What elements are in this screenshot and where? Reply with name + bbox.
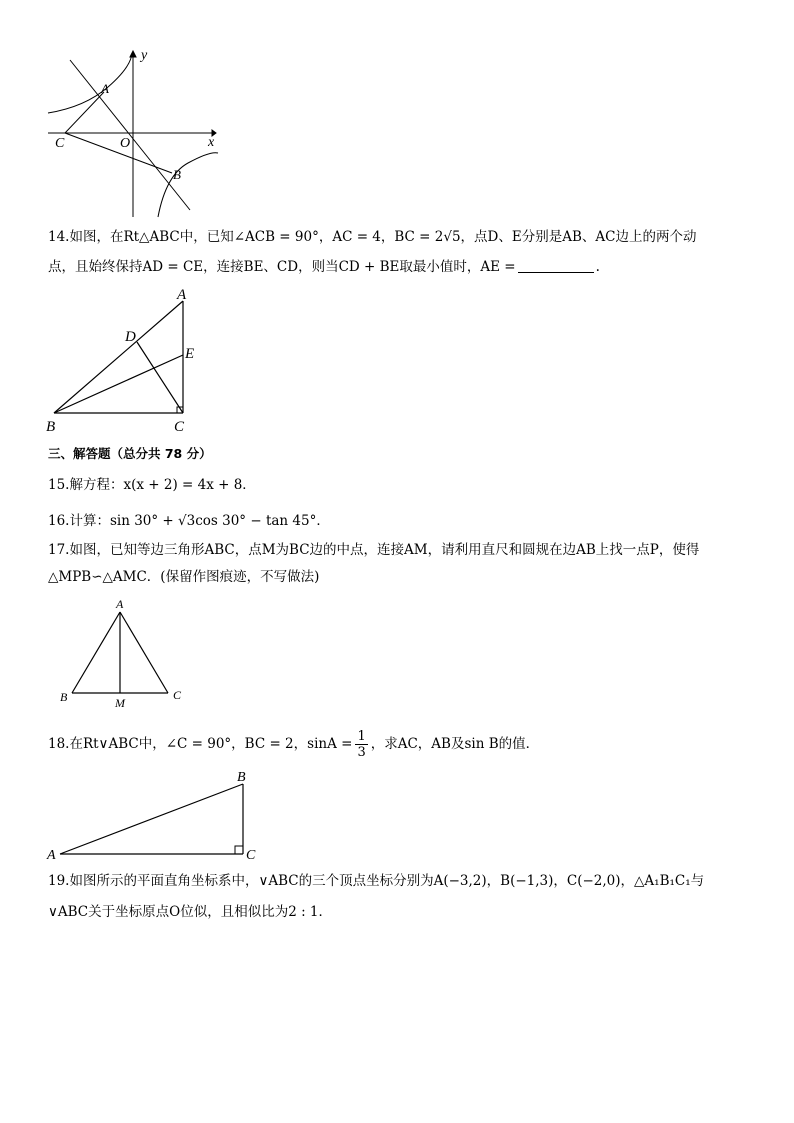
label-O: O [120,136,131,151]
side-AC [120,612,168,693]
q14-line2-text: 点，且始终保持AD = CE，连接BE、CD，则当CD + BE取最小值时，AE = [48,259,516,275]
side-AB [72,612,120,693]
label-B: B [237,770,246,785]
label-A: A [101,81,109,96]
label-B: B [173,167,181,182]
triangle-figure-q17 [55,595,195,710]
section-title: 三、解答题（总分共 78 分） [48,446,212,461]
segment-CA [65,92,104,133]
label-B: B [60,690,68,704]
label-C: C [246,848,256,863]
label-B: B [46,419,56,435]
q14-line2-end: . [595,259,600,275]
triangle-figure-q18 [40,765,270,865]
fraction-denominator: 3 [357,744,366,760]
fraction-numerator: 1 [357,728,366,744]
q19-line1: 19.如图所示的平面直角坐标系中，∨ABC的三个顶点坐标分别为A(−3,2)，B(−1,3)，C(−2,0)，△A₁B₁C₁与 [48,873,705,889]
label-D: D [125,329,136,345]
segment-CD [137,342,183,413]
label-E: E [185,346,195,362]
q19-line2: ∨ABC关于坐标原点O位似，且相似比为2 : 1． [48,904,333,920]
segment-CB [65,133,172,173]
side-AB [54,301,183,413]
label-x: x [208,135,215,150]
answer-blank[interactable] [518,272,594,273]
q16-text: 16.计算：sin 30° + √3cos 30° − tan 45°． [48,513,330,529]
label-A: A [116,597,124,611]
hyperbola-branch-upper-left [48,53,132,113]
label-y: y [141,48,148,63]
line-through-origin [70,60,190,210]
label-C: C [174,419,185,435]
q18-text [48,724,539,764]
label-A: A [47,848,56,863]
q14-line1: 14.如图，在Rt△ABC中，已知∠ACB = 90°，AC = 4，BC = 2√5，点D、E分别是AB、AC边上的两个动 [48,229,697,245]
q18-post: ，求AC，AB及sin B的值． [370,736,540,752]
label-C: C [173,688,182,702]
triangle-figure-q14 [40,283,210,438]
label-A: A [177,287,187,303]
q17-line2: △MPB∽△AMC．(保留作图痕迹，不写做法) [48,569,320,585]
side-AB [60,784,243,854]
q15-text: 15.解方程：x(x + 2) = 4x + 8． [48,477,256,493]
fraction-one-third [355,729,367,760]
label-C: C [55,136,65,151]
y-axis-arrow [130,51,136,57]
q14-line2 [48,258,600,276]
right-angle-mark [235,846,243,854]
coordinate-figure [40,45,230,220]
q17-line1: 17.如图，已知等边三角形ABC，点M为BC边的中点，连接AM，请利用直尺和圆规在边AB上找一点P，使得 [48,542,700,558]
q18-pre: 18.在Rt∨ABC中，∠C = 90°，BC = 2，sinA = [48,736,353,752]
label-M: M [115,696,125,710]
